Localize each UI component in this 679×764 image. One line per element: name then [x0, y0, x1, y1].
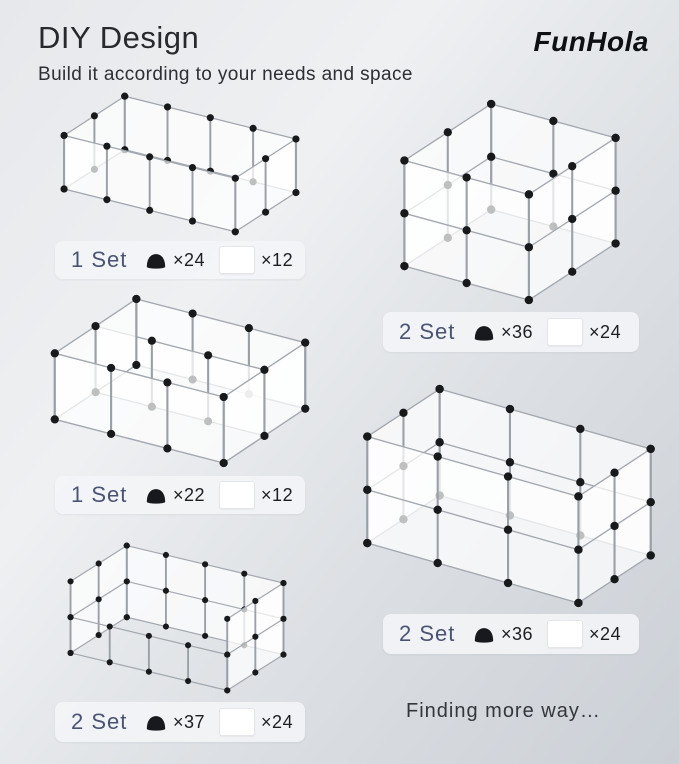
set-info-3: [55, 702, 305, 742]
ball-connector-icon: [473, 625, 495, 644]
set-count-label: 1 Set: [71, 482, 128, 507]
ball-connector-icon: [145, 713, 167, 732]
panel-icon: [547, 318, 583, 346]
panel-count: ×12: [261, 249, 294, 270]
pen-diagram-4: [372, 97, 648, 307]
brand-logo: FunHola: [533, 26, 649, 57]
set-info-5: [383, 614, 639, 654]
panel-count: ×24: [261, 711, 294, 732]
set-info-1: [55, 241, 305, 279]
set-info-4: [383, 312, 639, 352]
pen-diagram-5: [350, 382, 668, 610]
footnote-text: Finding more way…: [406, 700, 601, 722]
panel-count: ×12: [261, 484, 294, 505]
pen-diagram-1: [46, 90, 314, 238]
connector-count: ×22: [173, 484, 206, 505]
pen-wireframe-2: [46, 292, 314, 470]
panel-count: ×24: [589, 623, 622, 644]
panel-icon: [547, 620, 583, 648]
pen-diagram-2: [46, 292, 314, 470]
connector-count: ×24: [173, 249, 206, 270]
pen-wireframe-5: [350, 382, 668, 610]
pen-wireframe-4: [372, 97, 648, 307]
ball-connector-icon: [145, 486, 167, 505]
page-subtitle: Build it according to your needs and space: [38, 64, 413, 85]
set-count-label: 2 Set: [71, 709, 128, 734]
set-info-2: [55, 476, 305, 514]
connector-count: ×36: [501, 321, 534, 342]
pen-wireframe-3: [46, 540, 308, 696]
set-count-label: 1 Set: [71, 247, 128, 272]
panel-count: ×24: [589, 321, 622, 342]
connector-count: ×36: [501, 623, 534, 644]
ball-connector-icon: [145, 251, 167, 270]
pen-wireframe-1: [46, 90, 314, 238]
connector-count: ×37: [173, 711, 206, 732]
panel-icon: [219, 708, 255, 736]
pen-diagram-3: [46, 540, 308, 696]
set-count-label: 2 Set: [399, 319, 456, 344]
panel-icon: [219, 481, 255, 509]
ball-connector-icon: [473, 323, 495, 342]
page-title: DIY Design: [38, 20, 200, 55]
set-count-label: 2 Set: [399, 621, 456, 646]
panel-icon: [219, 246, 255, 274]
